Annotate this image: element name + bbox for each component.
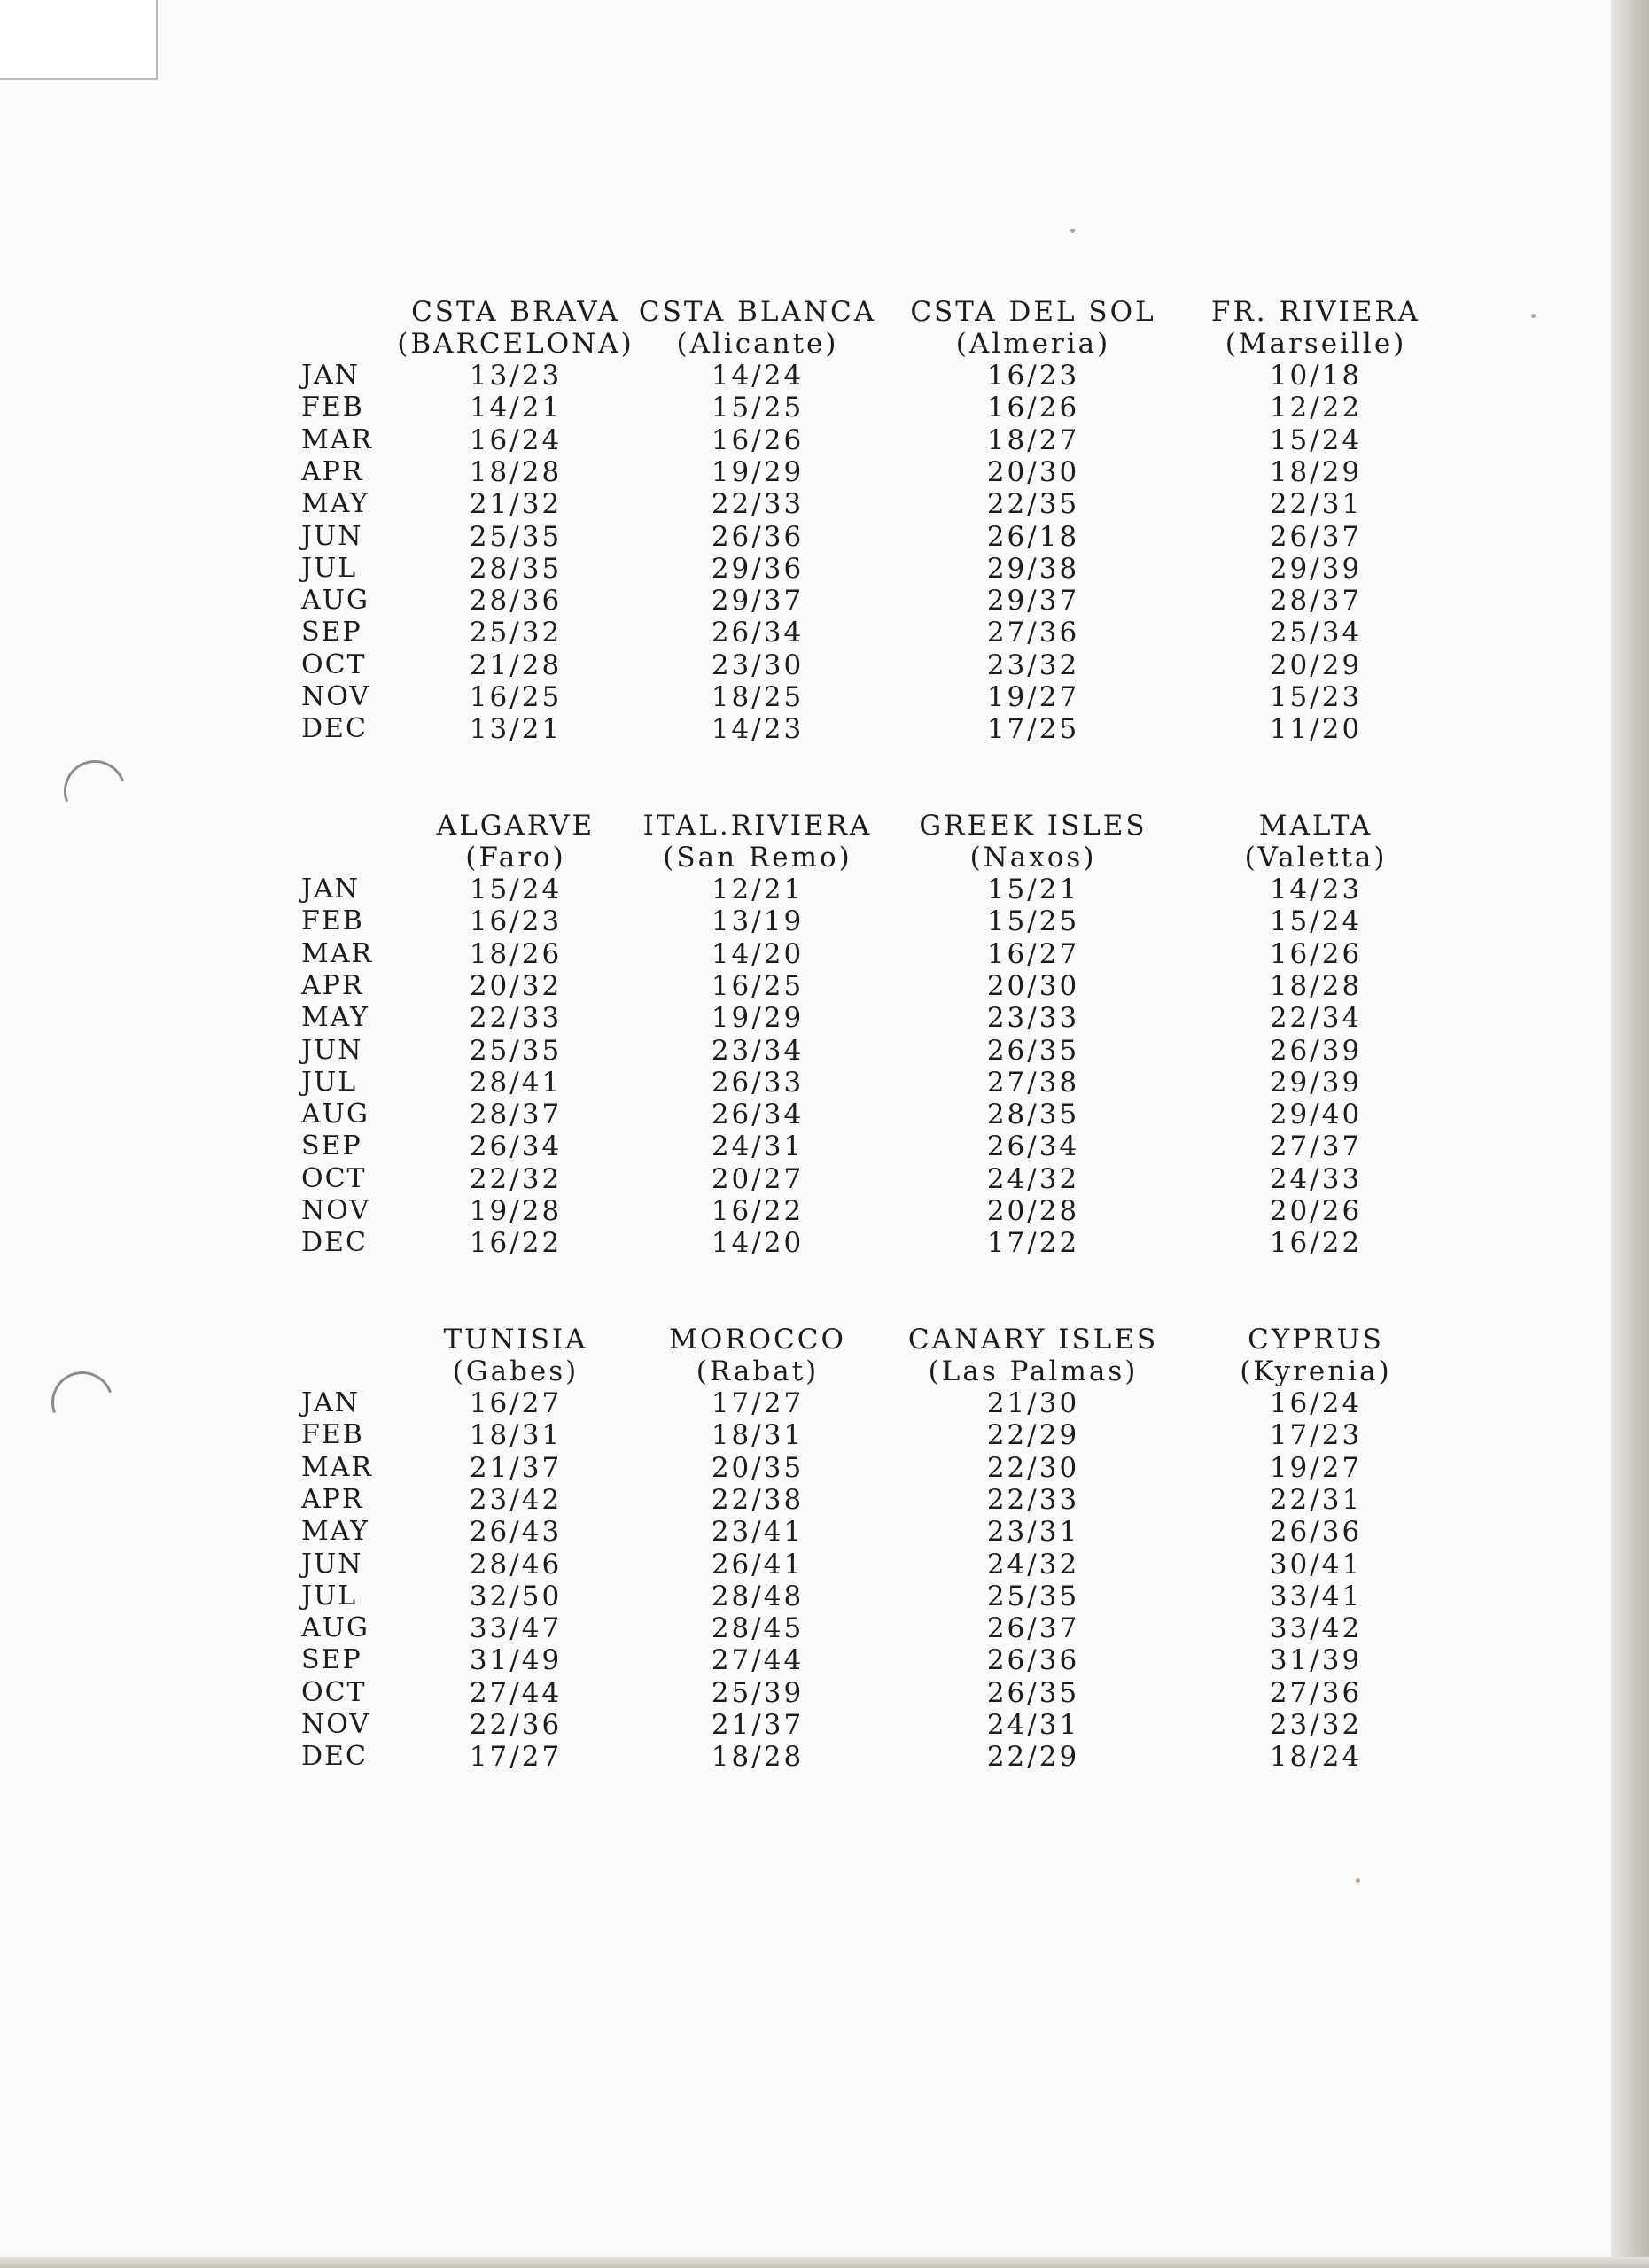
region-city: (BARCELONA) (397, 328, 634, 360)
temperature-cell: 24/31 (711, 1130, 805, 1163)
temperature-cell: 14/24 (711, 360, 805, 392)
temperature-cell: 25/39 (711, 1676, 805, 1709)
temperature-cell: 28/35 (469, 552, 563, 585)
temperature-cell: 29/37 (711, 585, 805, 617)
temperature-cell: 15/24 (469, 874, 563, 905)
month-label: MAR (301, 1451, 373, 1483)
temperature-cell: 26/34 (711, 1099, 805, 1131)
temperature-cell: 19/28 (469, 1195, 563, 1227)
temperature-cell: 18/28 (1269, 969, 1363, 1002)
corner-label-sticker (0, 0, 158, 80)
temperature-cell: 25/35 (469, 1034, 563, 1067)
temperature-cell: 16/25 (469, 681, 563, 713)
temperature-cell: 29/39 (1269, 1066, 1363, 1099)
temperature-cell: 27/36 (986, 617, 1080, 649)
paper-speck (1070, 229, 1075, 233)
region-city: (Las Palmas) (928, 1355, 1139, 1387)
temperature-cell: 16/24 (469, 423, 563, 456)
temperature-cell: 21/37 (469, 1451, 563, 1484)
month-label: MAY (301, 1516, 369, 1548)
month-label: AUG (301, 585, 369, 617)
temperature-cell: 24/31 (986, 1709, 1080, 1741)
region-name: ITAL.RIVIERA (642, 810, 873, 842)
temperature-cell: 25/34 (1269, 617, 1363, 649)
temperature-cell: 21/37 (711, 1709, 805, 1741)
temperature-cell: 13/19 (711, 905, 805, 938)
temperature-cell: 16/25 (711, 969, 805, 1002)
temperature-cell: 24/32 (986, 1162, 1080, 1195)
temperature-cell: 26/34 (711, 617, 805, 649)
month-label: OCT (301, 1162, 367, 1194)
temperature-cell: 26/37 (986, 1612, 1080, 1645)
month-label: AUG (301, 1612, 369, 1644)
temperature-cell: 23/31 (986, 1516, 1080, 1549)
temperature-cell: 17/25 (986, 713, 1080, 746)
region-name: ALGARVE (436, 810, 595, 842)
region-city: (Faro) (465, 842, 566, 874)
temperature-cell: 11/20 (1269, 713, 1363, 746)
month-label: JUN (301, 1548, 363, 1580)
temperature-cell: 26/36 (986, 1644, 1080, 1677)
region-name: CYPRUS (1248, 1324, 1384, 1355)
temperature-cell: 22/29 (986, 1419, 1080, 1452)
month-label: DEC (301, 713, 368, 745)
temperature-cell: 14/20 (711, 1227, 805, 1260)
temperature-cell: 17/23 (1269, 1419, 1363, 1452)
region-name: MOROCCO (669, 1324, 846, 1355)
month-label: MAY (301, 1002, 369, 1034)
region-name: CANARY ISLES (907, 1324, 1159, 1355)
month-label: MAY (301, 488, 369, 520)
temperature-cell: 22/31 (1269, 1483, 1363, 1516)
month-label: APR (301, 969, 364, 1001)
temperature-cell: 16/22 (469, 1227, 563, 1260)
temperature-cell: 15/21 (986, 874, 1080, 905)
month-label: MAR (301, 937, 373, 969)
region-city: (Gabes) (452, 1355, 579, 1387)
climate-table (0, 806, 1611, 1267)
month-label: DEC (301, 1741, 368, 1773)
temperature-cell: 13/23 (469, 360, 563, 392)
month-label: FEB (301, 1419, 364, 1451)
region-city: (Kyrenia) (1240, 1355, 1392, 1387)
temperature-cell: 29/37 (986, 585, 1080, 617)
temperature-cell: 25/35 (986, 1580, 1080, 1612)
temperature-cell: 10/18 (1269, 360, 1363, 392)
month-label: JUL (301, 1580, 358, 1612)
temperature-cell: 18/31 (469, 1419, 563, 1452)
month-label: AUG (301, 1099, 369, 1130)
region-city: (Alicante) (676, 328, 839, 360)
month-label: SEP (301, 1644, 362, 1676)
temperature-cell: 28/35 (986, 1099, 1080, 1131)
temperature-cell: 20/32 (469, 969, 563, 1002)
temperature-cell: 28/36 (469, 585, 563, 617)
temperature-cell: 18/27 (986, 423, 1080, 456)
temperature-cell: 14/23 (711, 713, 805, 746)
temperature-cell: 20/29 (1269, 649, 1363, 681)
temperature-cell: 27/44 (469, 1676, 563, 1709)
temperature-cell: 23/41 (711, 1516, 805, 1549)
temperature-cell: 26/18 (986, 520, 1080, 553)
temperature-cell: 15/25 (986, 905, 1080, 938)
temperature-cell: 23/34 (711, 1034, 805, 1067)
temperature-cell: 18/31 (711, 1419, 805, 1452)
temperature-cell: 29/40 (1269, 1099, 1363, 1131)
temperature-cell: 26/36 (711, 520, 805, 553)
temperature-cell: 21/30 (986, 1387, 1080, 1419)
month-label: DEC (301, 1227, 368, 1259)
temperature-cell: 18/26 (469, 937, 563, 970)
temperature-cell: 26/41 (711, 1548, 805, 1581)
temperature-cell: 13/21 (469, 713, 563, 746)
temperature-cell: 17/22 (986, 1227, 1080, 1260)
temperature-cell: 15/24 (1269, 905, 1363, 938)
month-label: JAN (301, 360, 360, 391)
month-label: NOV (301, 1709, 370, 1740)
temperature-cell: 21/28 (469, 649, 563, 681)
temperature-cell: 27/38 (986, 1066, 1080, 1099)
month-label: JUL (301, 1066, 358, 1098)
temperature-cell: 17/27 (469, 1741, 563, 1774)
temperature-cell: 31/49 (469, 1644, 563, 1677)
temperature-cell: 18/25 (711, 681, 805, 713)
temperature-cell: 28/48 (711, 1580, 805, 1612)
temperature-cell: 33/47 (469, 1612, 563, 1645)
region-name: TUNISIA (443, 1324, 588, 1355)
temperature-cell: 20/30 (986, 455, 1080, 488)
temperature-cell: 28/37 (1269, 585, 1363, 617)
temperature-cell: 18/29 (1269, 455, 1363, 488)
temperature-cell: 20/30 (986, 969, 1080, 1002)
month-label: JAN (301, 874, 360, 905)
temperature-cell: 33/42 (1269, 1612, 1363, 1645)
climate-table (0, 292, 1611, 753)
temperature-cell: 18/28 (469, 455, 563, 488)
temperature-cell: 24/32 (986, 1548, 1080, 1581)
temperature-cell: 20/28 (986, 1195, 1080, 1227)
temperature-cell: 23/42 (469, 1483, 563, 1516)
temperature-cell: 23/32 (1269, 1709, 1363, 1741)
temperature-cell: 16/26 (1269, 937, 1363, 970)
temperature-cell: 16/26 (986, 392, 1080, 424)
scan-edge-right (1611, 0, 1649, 2268)
temperature-cell: 16/22 (1269, 1227, 1363, 1260)
region-city: (Valetta) (1244, 842, 1388, 874)
temperature-cell: 18/28 (711, 1741, 805, 1774)
temperature-cell: 20/35 (711, 1451, 805, 1484)
temperature-cell: 26/39 (1269, 1034, 1363, 1067)
temperature-cell: 20/26 (1269, 1195, 1363, 1227)
month-label: NOV (301, 1195, 370, 1226)
temperature-cell: 26/33 (711, 1066, 805, 1099)
temperature-cell: 22/33 (469, 1002, 563, 1035)
region-name: FR. RIVIERA (1210, 296, 1421, 328)
temperature-cell: 33/41 (1269, 1580, 1363, 1612)
temperature-cell: 28/45 (711, 1612, 805, 1645)
month-label: MAR (301, 423, 373, 455)
climate-table (0, 1320, 1611, 1781)
temperature-cell: 26/37 (1269, 520, 1363, 553)
month-label: OCT (301, 1676, 367, 1708)
temperature-cell: 19/27 (1269, 1451, 1363, 1484)
scan-edge-bottom (0, 2257, 1649, 2268)
temperature-cell: 12/22 (1269, 392, 1363, 424)
region-city: (Marseille) (1225, 328, 1407, 360)
temperature-cell: 16/23 (469, 905, 563, 938)
month-label: SEP (301, 617, 362, 649)
month-label: JUN (301, 520, 363, 552)
temperature-cell: 27/37 (1269, 1130, 1363, 1163)
month-label: JUN (301, 1034, 363, 1066)
temperature-cell: 22/29 (986, 1741, 1080, 1774)
month-label: OCT (301, 649, 367, 680)
month-label: FEB (301, 905, 364, 937)
temperature-cell: 14/20 (711, 937, 805, 970)
temperature-cell: 16/26 (711, 423, 805, 456)
month-label: JAN (301, 1387, 360, 1418)
temperature-cell: 19/29 (711, 455, 805, 488)
temperature-cell: 22/33 (986, 1483, 1080, 1516)
temperature-cell: 31/39 (1269, 1644, 1363, 1677)
temperature-cell: 26/35 (986, 1034, 1080, 1067)
temperature-cell: 17/27 (711, 1387, 805, 1419)
temperature-cell: 22/34 (1269, 1002, 1363, 1035)
temperature-cell: 29/38 (986, 552, 1080, 585)
temperature-cell: 26/36 (1269, 1516, 1363, 1549)
region-name: CSTA BRAVA (411, 296, 620, 328)
month-label: APR (301, 455, 364, 487)
temperature-cell: 22/33 (711, 488, 805, 521)
paper-speck (1356, 1878, 1360, 1883)
temperature-cell: 16/22 (711, 1195, 805, 1227)
temperature-cell: 16/23 (986, 360, 1080, 392)
temperature-cell: 22/30 (986, 1451, 1080, 1484)
month-label: SEP (301, 1130, 362, 1162)
temperature-cell: 16/27 (469, 1387, 563, 1419)
temperature-cell: 21/32 (469, 488, 563, 521)
region-name: CSTA BLANCA (638, 296, 877, 328)
temperature-cell: 15/23 (1269, 681, 1363, 713)
temperature-cell: 25/32 (469, 617, 563, 649)
temperature-cell: 22/35 (986, 488, 1080, 521)
temperature-cell: 16/24 (1269, 1387, 1363, 1419)
temperature-cell: 22/32 (469, 1162, 563, 1195)
temperature-cell: 14/23 (1269, 874, 1363, 905)
temperature-cell: 28/46 (469, 1548, 563, 1581)
temperature-cell: 26/34 (986, 1130, 1080, 1163)
region-city: (Almeria) (955, 328, 1111, 360)
temperature-cell: 15/25 (711, 392, 805, 424)
region-city: (Rabat) (696, 1355, 820, 1387)
region-name: GREEK ISLES (919, 810, 1147, 842)
temperature-cell: 30/41 (1269, 1548, 1363, 1581)
region-name: MALTA (1258, 810, 1373, 842)
temperature-cell: 22/36 (469, 1709, 563, 1741)
month-label: APR (301, 1483, 364, 1515)
temperature-cell: 27/44 (711, 1644, 805, 1677)
temperature-cell: 32/50 (469, 1580, 563, 1612)
temperature-cell: 14/21 (469, 392, 563, 424)
temperature-cell: 26/34 (469, 1130, 563, 1163)
month-label: FEB (301, 392, 364, 423)
temperature-cell: 29/36 (711, 552, 805, 585)
month-label: JUL (301, 552, 358, 584)
temperature-cell: 19/29 (711, 1002, 805, 1035)
region-city: (Naxos) (969, 842, 1097, 874)
temperature-cell: 23/30 (711, 649, 805, 681)
temperature-cell: 28/37 (469, 1099, 563, 1131)
temperature-cell: 23/33 (986, 1002, 1080, 1035)
temperature-cell: 24/33 (1269, 1162, 1363, 1195)
region-city: (San Remo) (663, 842, 852, 874)
month-label: NOV (301, 681, 370, 712)
temperature-cell: 12/21 (711, 874, 805, 905)
temperature-cell: 27/36 (1269, 1676, 1363, 1709)
temperature-cell: 26/35 (986, 1676, 1080, 1709)
temperature-cell: 20/27 (711, 1162, 805, 1195)
temperature-cell: 15/24 (1269, 423, 1363, 456)
temperature-cell: 23/32 (986, 649, 1080, 681)
temperature-cell: 22/31 (1269, 488, 1363, 521)
temperature-cell: 25/35 (469, 520, 563, 553)
region-name: CSTA DEL SOL (910, 296, 1156, 328)
temperature-cell: 26/43 (469, 1516, 563, 1549)
temperature-cell: 28/41 (469, 1066, 563, 1099)
temperature-cell: 19/27 (986, 681, 1080, 713)
temperature-cell: 18/24 (1269, 1741, 1363, 1774)
temperature-cell: 29/39 (1269, 552, 1363, 585)
temperature-cell: 16/27 (986, 937, 1080, 970)
temperature-cell: 22/38 (711, 1483, 805, 1516)
